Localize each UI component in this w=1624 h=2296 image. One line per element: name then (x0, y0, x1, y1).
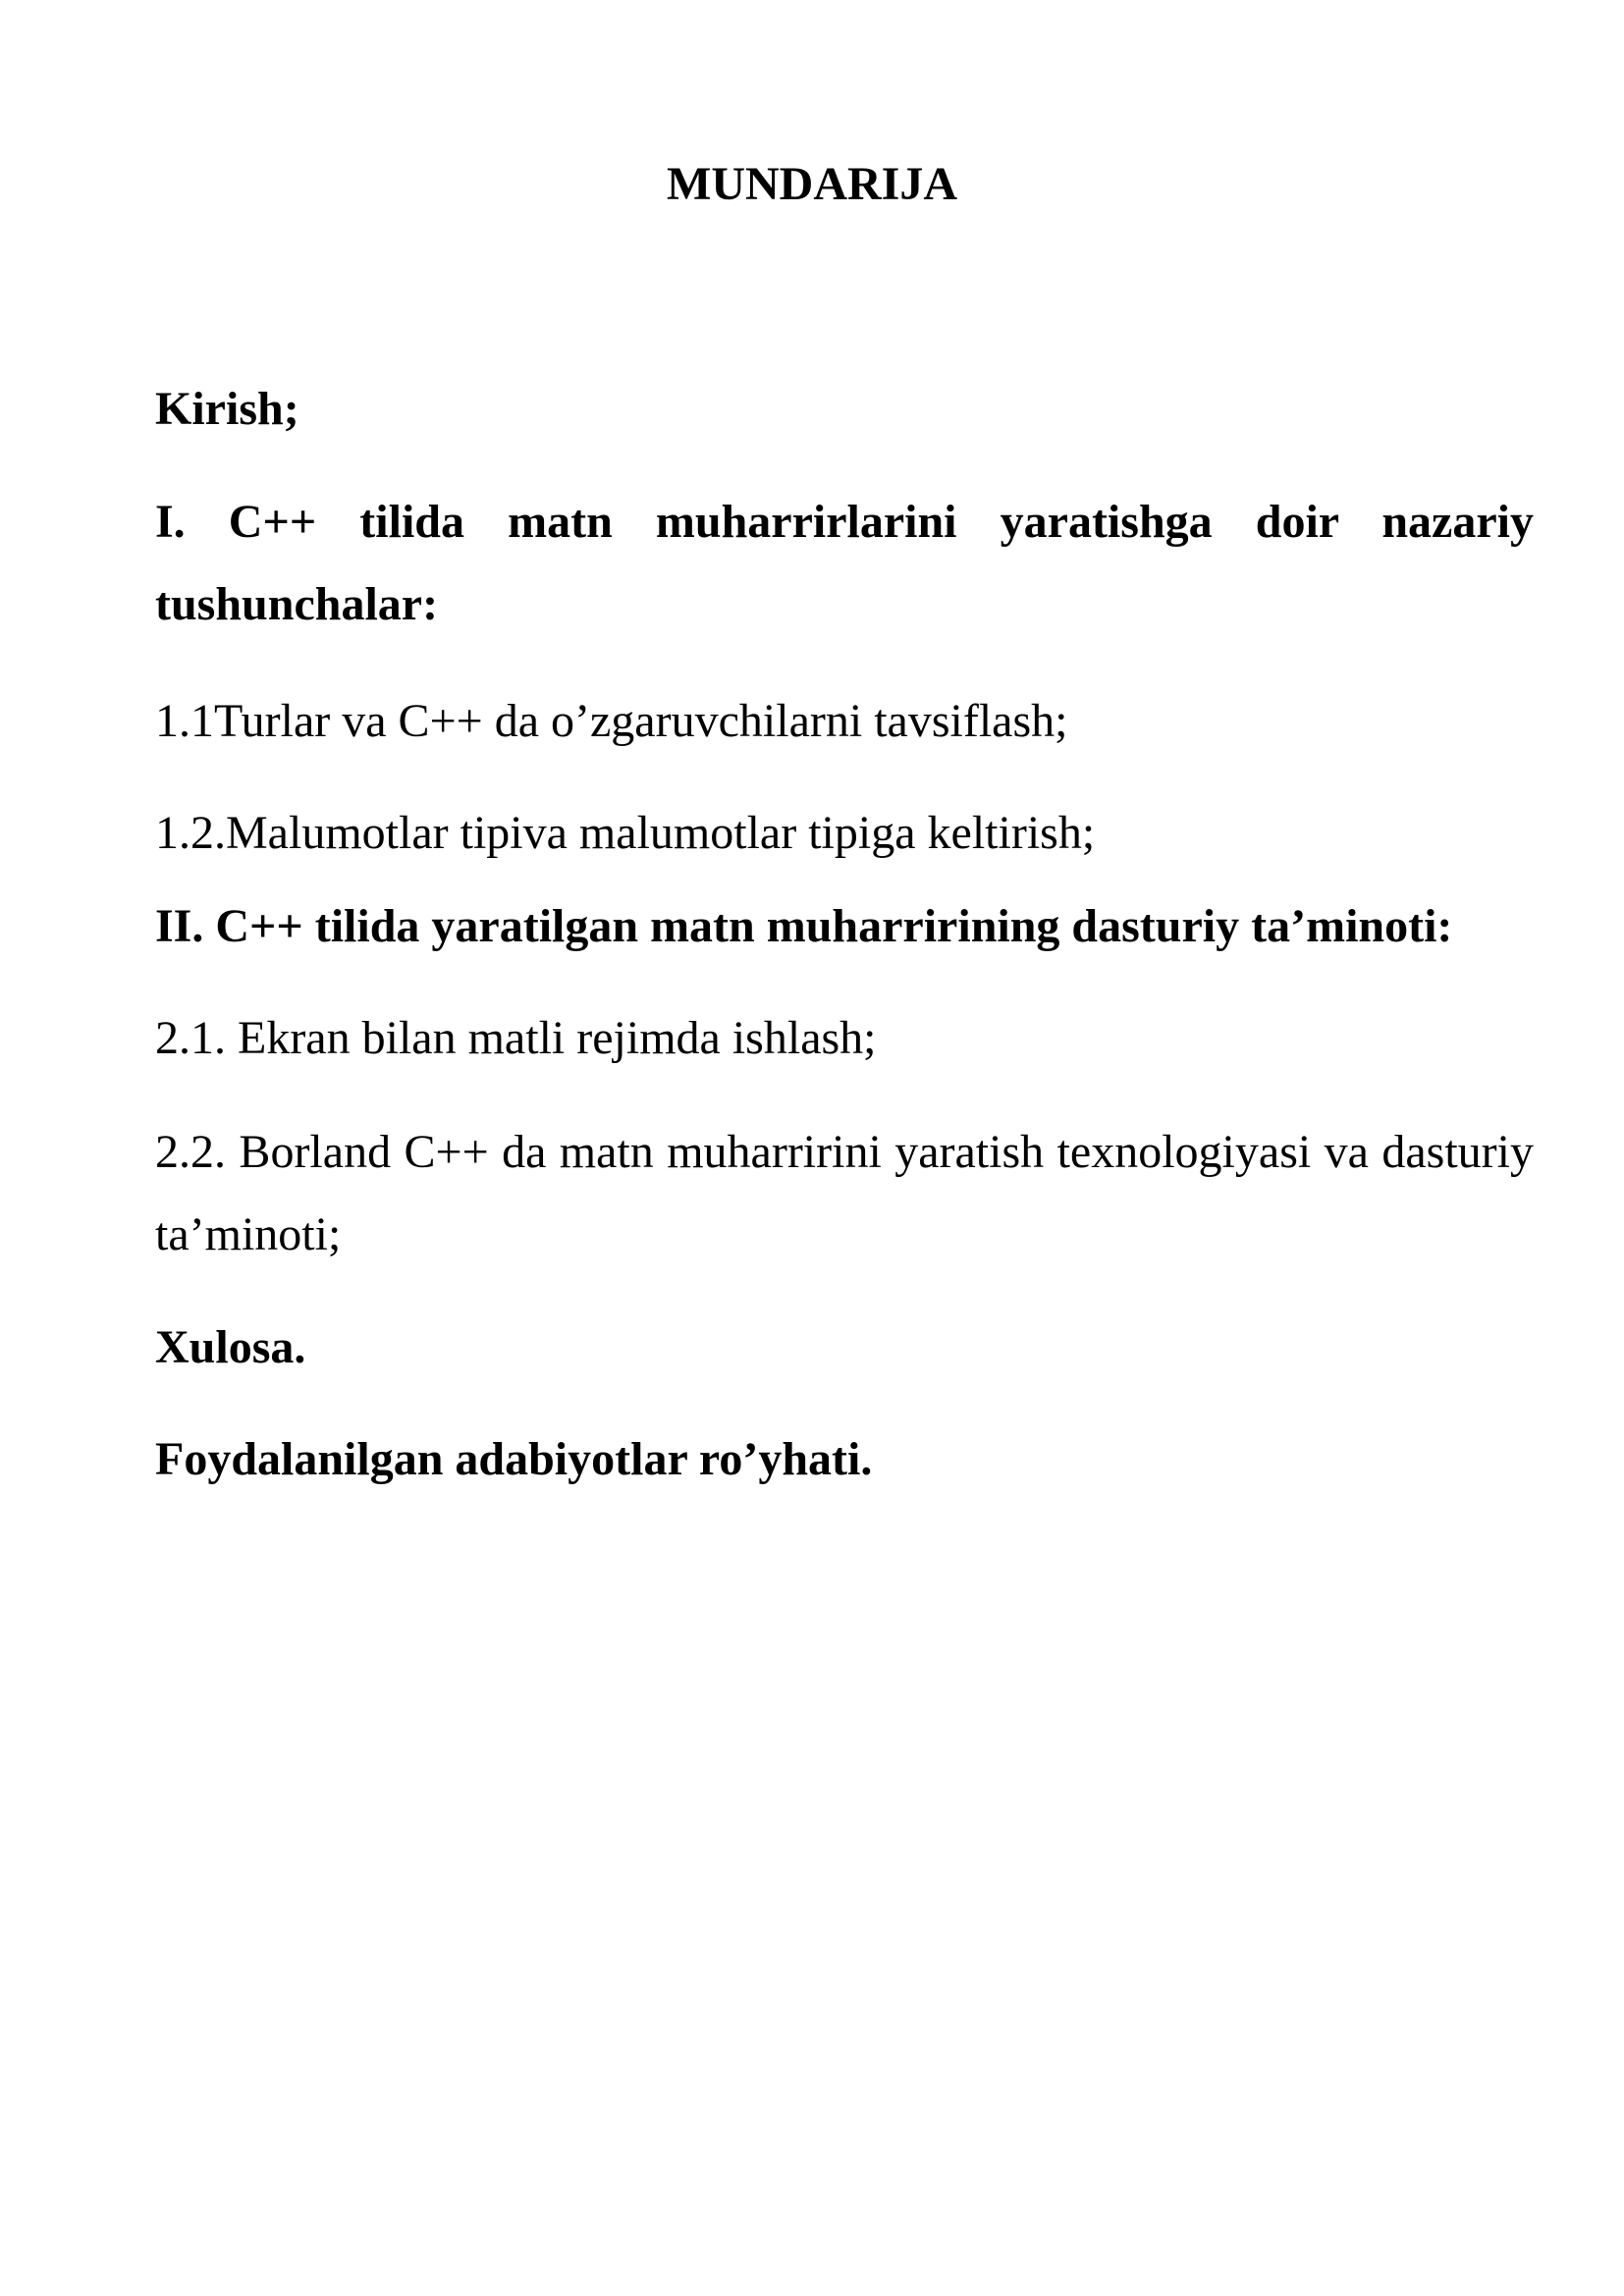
toc-item-1-2: 1.2.Malumotlar tipiva malumotlar tipiga keltirish; (155, 807, 1096, 859)
toc-item-2-1: 2.1. Ekran bilan matli rejimda ishlash; (155, 1012, 877, 1064)
toc-item-kirish: Kirish; (155, 383, 299, 435)
page-title: MUNDARIJA (667, 158, 957, 210)
toc-item-2-2: 2.2. Borland C++ da matn muharririni yaratish texnologiyasi va dasturiy ta’minoti; (155, 1126, 1534, 1260)
toc-item-xulosa: Xulosa. (155, 1321, 306, 1373)
toc-item-bibliography: Foydalanilgan adabiyotlar ro’yhati. (155, 1433, 873, 1485)
toc-section-1-heading: I. C++ tilida matn muharrirlarini yaratishga doir nazariy tushunchalar: (155, 496, 1534, 630)
toc-section-2-heading: II. C++ tilida yaratilgan matn muharririning dasturiy ta’minoti: (155, 900, 1453, 952)
toc-item-1-1: 1.1Turlar va C++ da o’zgaruvchilarni tavsiflash; (155, 695, 1068, 747)
